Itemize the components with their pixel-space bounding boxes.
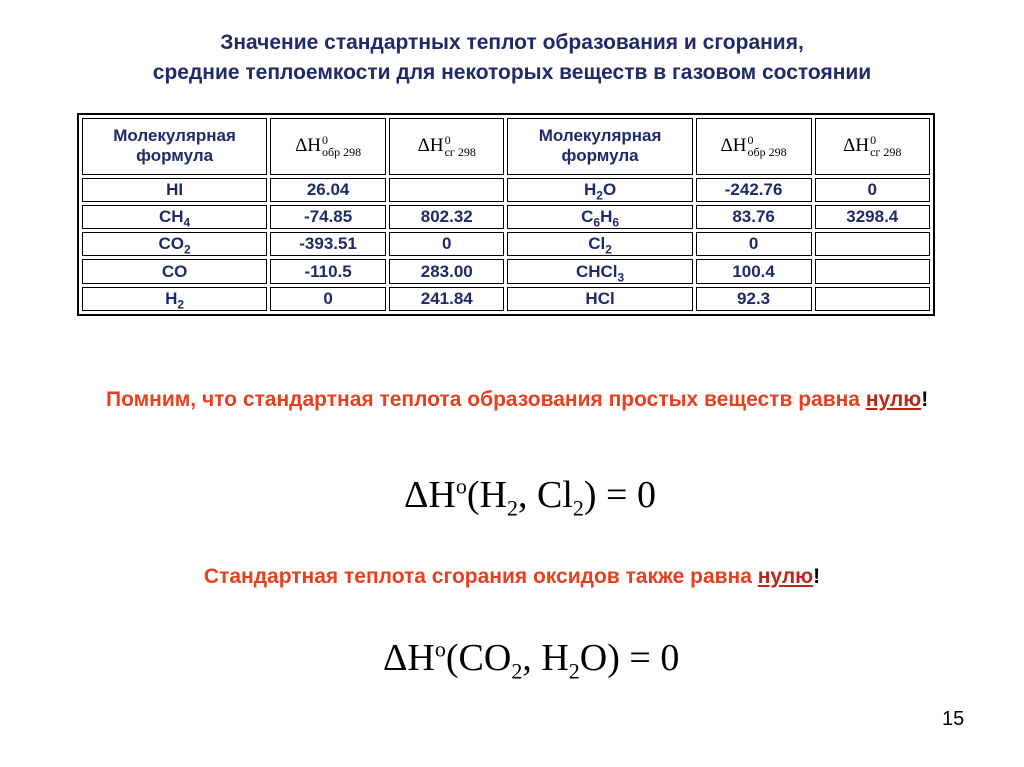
formation-enthalpy-symbol: ΔH 0 обр 298: [720, 133, 787, 160]
note-1-text: Помним, что стандартная теплота образования простых веществ равна: [106, 388, 866, 411]
note-1-emphasis: нулю: [865, 388, 922, 411]
table-row: [82, 178, 930, 202]
formation-enthalpy-symbol: ΔH 0 обр 298: [295, 133, 362, 160]
slide-title-line-2: средние теплоемкости для некоторых веществ в газовом состоянии: [152, 61, 872, 84]
cell-combustion: 0: [815, 178, 930, 202]
cell-formula: HI: [82, 178, 267, 202]
header-formula-right: Молекулярная формула: [507, 118, 692, 175]
cell-formula: $H_2O$: [507, 178, 692, 202]
note-2-text: Стандартная теплота сгорания оксидов также равна: [203, 565, 758, 588]
cell-formation: -74.85: [270, 205, 386, 229]
cell-combustion: [815, 232, 930, 256]
header-formation-left: [270, 118, 386, 175]
header-formation-right: [696, 118, 812, 175]
cell-formula: $Cl_2$: [507, 232, 692, 256]
cell-formation: 0: [270, 287, 386, 311]
formula-oxides: $\Delta H^o(CO_2$, $H_2O) = 0$: [383, 636, 680, 684]
cell-formula: $C_6H_6$: [507, 205, 692, 229]
cell-formula: $CH_4$: [82, 205, 267, 229]
note-formation-simple-substances: [62, 384, 970, 416]
cell-combustion: [815, 259, 930, 283]
enthalpy-table: [77, 113, 935, 316]
cell-formula: CO: [82, 259, 267, 283]
cell-formula: $CO_2$: [82, 232, 267, 256]
cell-formation: -242.76: [696, 178, 812, 202]
cell-formula: $H_2$: [82, 287, 267, 311]
cell-combustion: [389, 178, 504, 202]
table-body: [82, 178, 930, 311]
cell-combustion: [815, 287, 930, 311]
cell-combustion: 0: [389, 232, 504, 256]
note-2-exclamation: !: [813, 565, 821, 588]
note-combustion-oxides: [0, 561, 1024, 593]
header-combustion-left: [389, 118, 504, 175]
page-number: 15: [942, 708, 965, 730]
table-row: [82, 259, 930, 283]
cell-combustion: 283.00: [389, 259, 504, 283]
table-row: [82, 232, 930, 256]
combustion-enthalpy-symbol: ΔH 0 сг 298: [417, 133, 476, 160]
slide-title-line-1: Значение стандартных теплот образования и сгорания,: [220, 31, 804, 54]
cell-combustion: 802.32: [389, 205, 504, 229]
cell-combustion: 3298.4: [815, 205, 930, 229]
table-header-row: [82, 118, 930, 175]
table-row: [82, 287, 930, 311]
cell-formation: 92.3: [696, 287, 812, 311]
formula-simple-substances: $\Delta H^o(H_2$, $Cl_2) = 0$: [404, 473, 656, 521]
cell-formation: 0: [696, 232, 812, 256]
note-1-exclamation: !: [921, 388, 929, 411]
cell-formation: 83.76: [696, 205, 812, 229]
header-formula-left: Молекулярная формула: [82, 118, 267, 175]
cell-formation: -393.51: [270, 232, 386, 256]
cell-formation: 26.04: [270, 178, 386, 202]
cell-formation: -110.5: [270, 259, 386, 283]
cell-formation: 100.4: [696, 259, 812, 283]
cell-formula: HCl: [507, 287, 692, 311]
cell-formula: CHCl$_3$: [507, 259, 692, 283]
header-combustion-right: [815, 118, 930, 175]
combustion-enthalpy-symbol: ΔH 0 сг 298: [843, 133, 902, 160]
table-row: [82, 205, 930, 229]
cell-combustion: 241.84: [389, 287, 504, 311]
note-2-emphasis: нулю: [757, 565, 814, 588]
